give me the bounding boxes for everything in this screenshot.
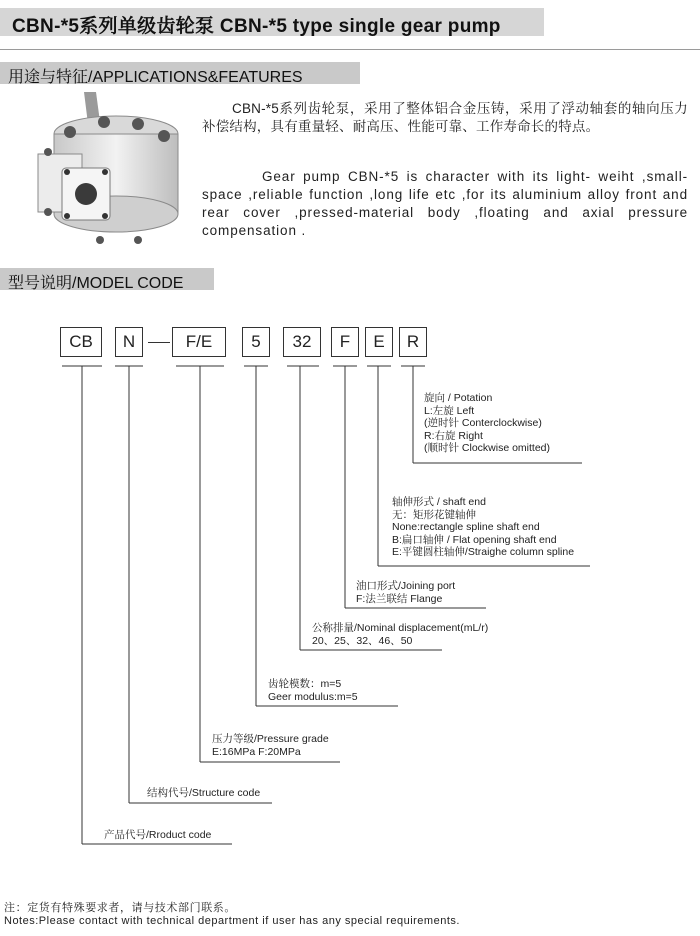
rotation-legend [424,392,550,455]
note-en: Notes:Please contact with technical department if user has any special requirements. [4,915,460,927]
rotation-line: (顺时针 Clockwise omitted) [424,442,551,454]
note-cn: 注：定货有特殊要求者，请与技术部门联系。 [4,902,236,914]
code-box-shaft: E [365,327,393,357]
rotation-line: 旋向 / Potation [424,392,493,404]
structure-legend [147,787,260,800]
structure-line: 结构代号/Structure code [147,787,261,799]
code-box-port: F [331,327,359,357]
code-box-pressure: F/E [172,327,226,357]
rotation-line: R:右旋 Right [424,429,483,442]
product-legend [104,829,211,842]
joining-port-legend [356,580,455,605]
gear-modulus-line: Geer modulus:m=5 [268,690,358,703]
shaft-end-line: E:平键圆柱轴伸/Straighe column spline [392,546,575,558]
product-line: 产品代号/Rroduct code [104,829,212,841]
applications-text-cn: CBN-*5系列齿轮泵，采用了整体铝合金压铸，采用了浮动轴套的轴向压力补偿结构，具有重量轻、耐高压、性能可靠、工作寿命长的特点。 [202,101,688,134]
model-code-heading: 型号说明/MODEL CODE [8,275,184,292]
shaft-end-line: 无：矩形花键轴伸 [392,508,476,521]
applications-text-en: Gear pump CBN-*5 is character with its light- weiht ,small-space ,reliable function ,long life etc ,for its aluminium alloy front and rear cover ,pressed-material body ,floating and axial pressure compensation . [202,169,688,238]
page-title: CBN-*5系列单级齿轮泵 CBN-*5 type single gear pump [12,16,501,37]
code-box-structure: N [115,327,143,357]
gear-modulus-legend [268,678,358,703]
pressure-line: E:16MPa F:20MPa [212,745,301,758]
shaft-end-legend [392,496,574,559]
shaft-end-line: 轴伸形式 / shaft end [392,496,486,508]
rotation-line: L:左旋 Left [424,404,475,417]
code-box-modulus: 5 [242,327,270,357]
joining-port-line: F:法兰联结 Flange [356,592,443,605]
pressure-legend [212,733,329,758]
displacement-legend [312,622,488,647]
shaft-end-line: B:扁口轴伸 / Flat opening shaft end [392,533,557,546]
rotation-line: (逆时针 Conterclockwise) [424,417,542,429]
code-box-product: CB [60,327,102,357]
shaft-end-line: None:rectangle spline shaft end [392,521,540,533]
code-box-rotation: R [399,327,427,357]
pressure-line: 压力等级/Pressure grade [212,733,329,745]
code-box-displacement: 32 [283,327,321,357]
displacement-line: 20、25、32、46、50 [312,634,413,647]
joining-port-line: 油口形式/Joining port [356,580,456,592]
gear-modulus-line: 齿轮模数：m=5 [268,678,342,690]
applications-heading: 用途与特征/APPLICATIONS&FEATURES [8,69,303,86]
displacement-line: 公称排量/Nominal displacement(mL/r) [312,622,489,634]
